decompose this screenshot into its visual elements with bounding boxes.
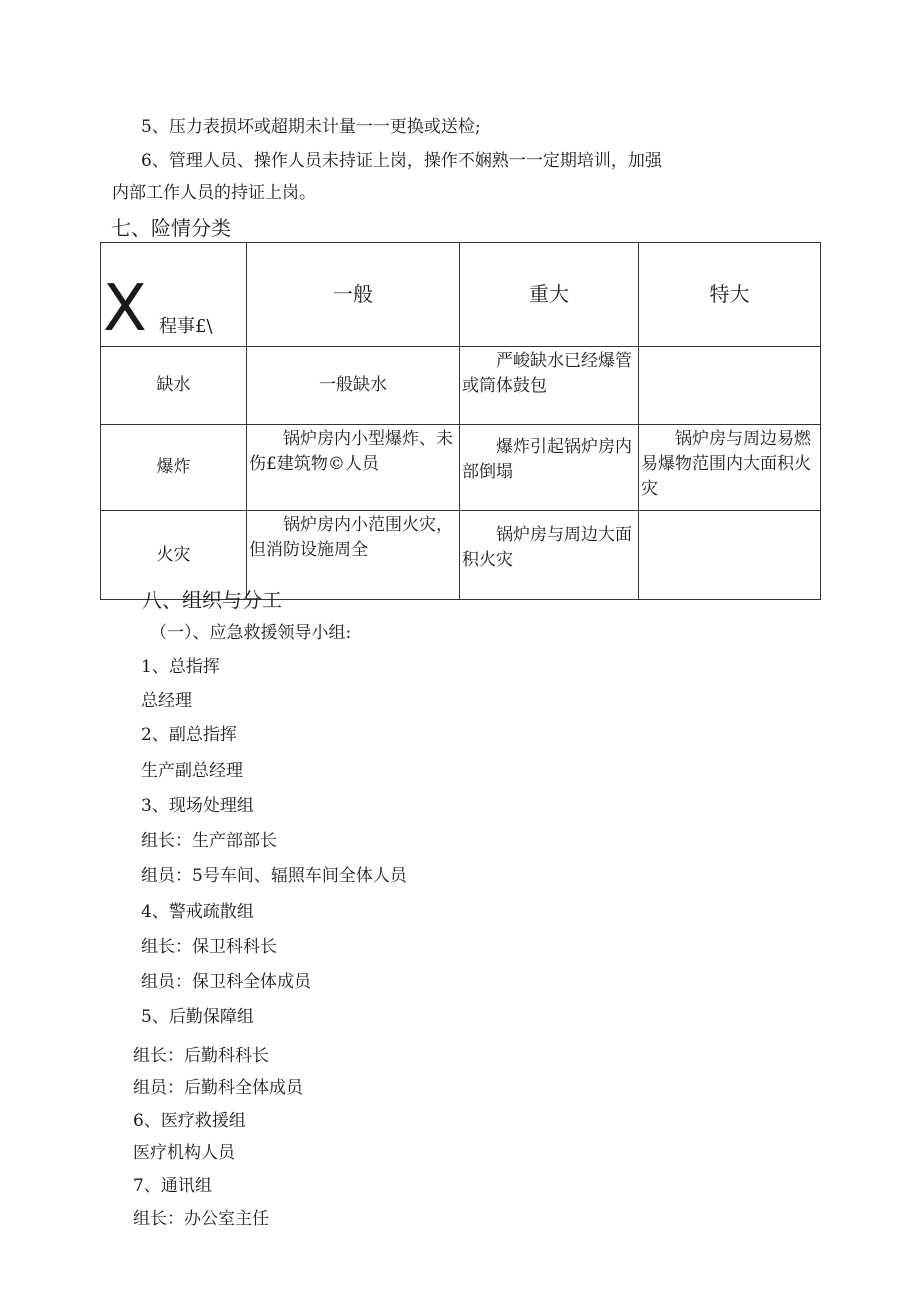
corner-x-mark: X <box>103 272 147 346</box>
list-item: 7、通讯组 <box>133 1176 212 1196</box>
paragraph-item-6-continued: 内部工作人员的持证上岗。 <box>112 183 316 203</box>
cell-extreme-text: 锅炉房与周边易燃易爆物范围内大面积火灾 <box>641 429 811 497</box>
cell-major <box>460 425 639 511</box>
cell-general <box>247 425 460 511</box>
row-label-explosion: 爆炸 <box>101 425 247 511</box>
header-general: 一般 <box>247 243 460 347</box>
section-7-title: 七、险情分类 <box>111 216 231 240</box>
list-item: 生产副总经理 <box>141 761 243 781</box>
cell-general-text: 锅炉房内小范围火灾，但消防设施周全 <box>249 515 453 560</box>
danger-classification-table <box>100 242 821 600</box>
list-item: 6、医疗救援组 <box>133 1111 246 1131</box>
list-item: 2、副总指挥 <box>141 725 237 745</box>
table-row <box>101 347 821 425</box>
cell-major-text: 锅炉房与周边大面积火灾 <box>462 525 632 570</box>
header-major: 重大 <box>460 243 639 347</box>
cell-major-text: 爆炸引起锅炉房内部倒塌 <box>462 437 632 482</box>
corner-label: 程事£\ <box>159 316 213 337</box>
list-item: 医疗机构人员 <box>133 1143 235 1163</box>
cell-general-text: 锅炉房内小型爆炸、未伤£建筑物©人员 <box>249 429 453 474</box>
list-item: 组长：生产部部长 <box>141 831 277 851</box>
list-item: 1、总指挥 <box>141 657 220 677</box>
cell-major <box>460 511 639 600</box>
paragraph-item-6: 6、管理人员、操作人员未持证上岗，操作不娴熟一一定期培训，加强 <box>141 151 662 171</box>
cell-extreme <box>639 425 821 511</box>
row-label-water-shortage: 缺水 <box>101 347 247 425</box>
cell-extreme <box>639 511 821 600</box>
list-item: 组员：5号车间、辐照车间全体人员 <box>141 866 407 886</box>
header-extreme: 特大 <box>639 243 821 347</box>
section-8-subtitle: （一）、应急救援领导小组: <box>150 623 352 643</box>
list-item: 4、警戒疏散组 <box>141 902 254 922</box>
cell-major-text: 严峻缺水已经爆管或筒体鼓包 <box>462 351 632 396</box>
table-corner-cell <box>101 243 247 347</box>
paragraph-item-5: 5、压力表损坏或超期未计量一一更换或送检; <box>141 117 481 137</box>
cell-major <box>460 347 639 425</box>
list-item: 组员：保卫科全体成员 <box>141 972 311 992</box>
cell-extreme <box>639 347 821 425</box>
list-item: 总经理 <box>141 691 192 711</box>
table-header-row <box>101 243 821 347</box>
list-item: 组长：保卫科科长 <box>141 937 277 957</box>
list-item: 5、后勤保障组 <box>141 1007 254 1027</box>
list-item: 组员：后勤科全体成员 <box>133 1078 303 1098</box>
list-item: 3、现场处理组 <box>141 796 254 816</box>
list-item: 组长：办公室主任 <box>133 1209 269 1229</box>
section-8-title: 八、组织与分工 <box>142 588 282 612</box>
table-row <box>101 425 821 511</box>
cell-general: 一般缺水 <box>247 347 460 425</box>
list-item: 组长：后勤科科长 <box>133 1046 269 1066</box>
row-label-fire: 火灾 <box>101 511 247 600</box>
